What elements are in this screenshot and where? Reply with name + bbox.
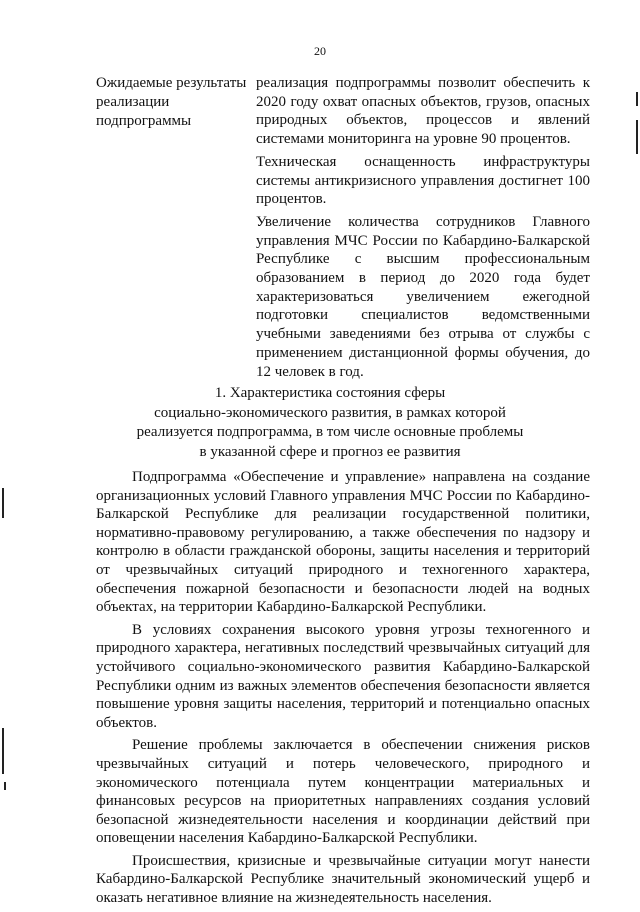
section-heading-line: в указанной сфере и прогноз ее развития	[199, 443, 461, 460]
scan-mark	[4, 782, 6, 790]
section-heading	[60, 384, 600, 462]
expected-results-content	[256, 74, 590, 385]
expected-results-paragraph: реализация подпрограммы позволит обеспечить к 2020 году охват опасных объектов, грузов, опасных природных объектов, процессов и явлений системами мониторинга на уровне 90 процентов.	[256, 75, 590, 148]
scan-mark	[636, 92, 638, 106]
scan-mark	[2, 728, 4, 774]
section-body	[96, 468, 590, 912]
scan-mark	[2, 488, 4, 518]
body-paragraph: Происшествия, кризисные и чрезвычайные ситуации могут нанести Кабардино-Балкарской Республике значительный экономический ущерб и оказать негативное влияние на жизнедеятельность населения.	[96, 852, 590, 907]
expected-results-paragraph: Увеличение количества сотрудников Главного управления МЧС России по Кабардино-Балкарской Республике с высшим профессиональным образованием в период до 2020 года будет характеризоваться увеличением ежегодной подготовки специалистов ведомственными учебными заведениями без отрыва от службы с применением дистанционной формы обучения, до 12 человек в год.	[256, 213, 590, 380]
body-paragraph: Решение проблемы заключается в обеспечении снижения рисков чрезвычайных ситуаций и потерь человеческого, природного и экономического потенциала путем концентрации материальных и финансовых ресурсов на приоритетных направлениях создания условий безопасной жизнедеятельности населения и координации действий при оповещении населения Кабардино-Балкарской Республики.	[96, 737, 590, 847]
scan-mark	[636, 120, 638, 154]
page-number: 20	[314, 44, 326, 58]
section-heading-line: реализуется подпрограмма, в том числе основные проблемы	[136, 424, 524, 440]
section-heading-line: социально-экономического развития, в рамках которой	[154, 404, 506, 421]
section-heading-line: 1. Характеристика состояния сферы	[214, 385, 446, 401]
expected-results-label: Ожидаемые результаты реализации подпрограммы	[96, 75, 247, 129]
body-paragraph: Подпрограмма «Обеспечение и управление» направлена на создание организационных условий Главного управления МЧС России по Кабардино-Балкарской Республике для реализации государственной политики, нормативно-правовому регулированию, а также обеспечения по надзору и контролю в области гражданской обороны, защиты населения и территорий от чрезвычайных ситуаций природного и техногенного характера, обеспечения пожарной безопасности и безопасности людей на водных объектах, на территории Кабардино-Балкарской Республики.	[96, 469, 590, 616]
body-paragraph: В условиях сохранения высокого уровня угрозы техногенного и природного характера, негативных последствий чрезвычайных ситуаций для устойчивого социально-экономического развития Кабардино-Балкарской Республики одним из важных элементов обеспечения безопасности является повышение уровня защиты населения, территорий и потенциально опасных объектов.	[96, 621, 590, 731]
expected-results-paragraph: Техническая оснащенность инфраструктуры системы антикризисного управления достигнет 100 процентов.	[256, 153, 590, 208]
